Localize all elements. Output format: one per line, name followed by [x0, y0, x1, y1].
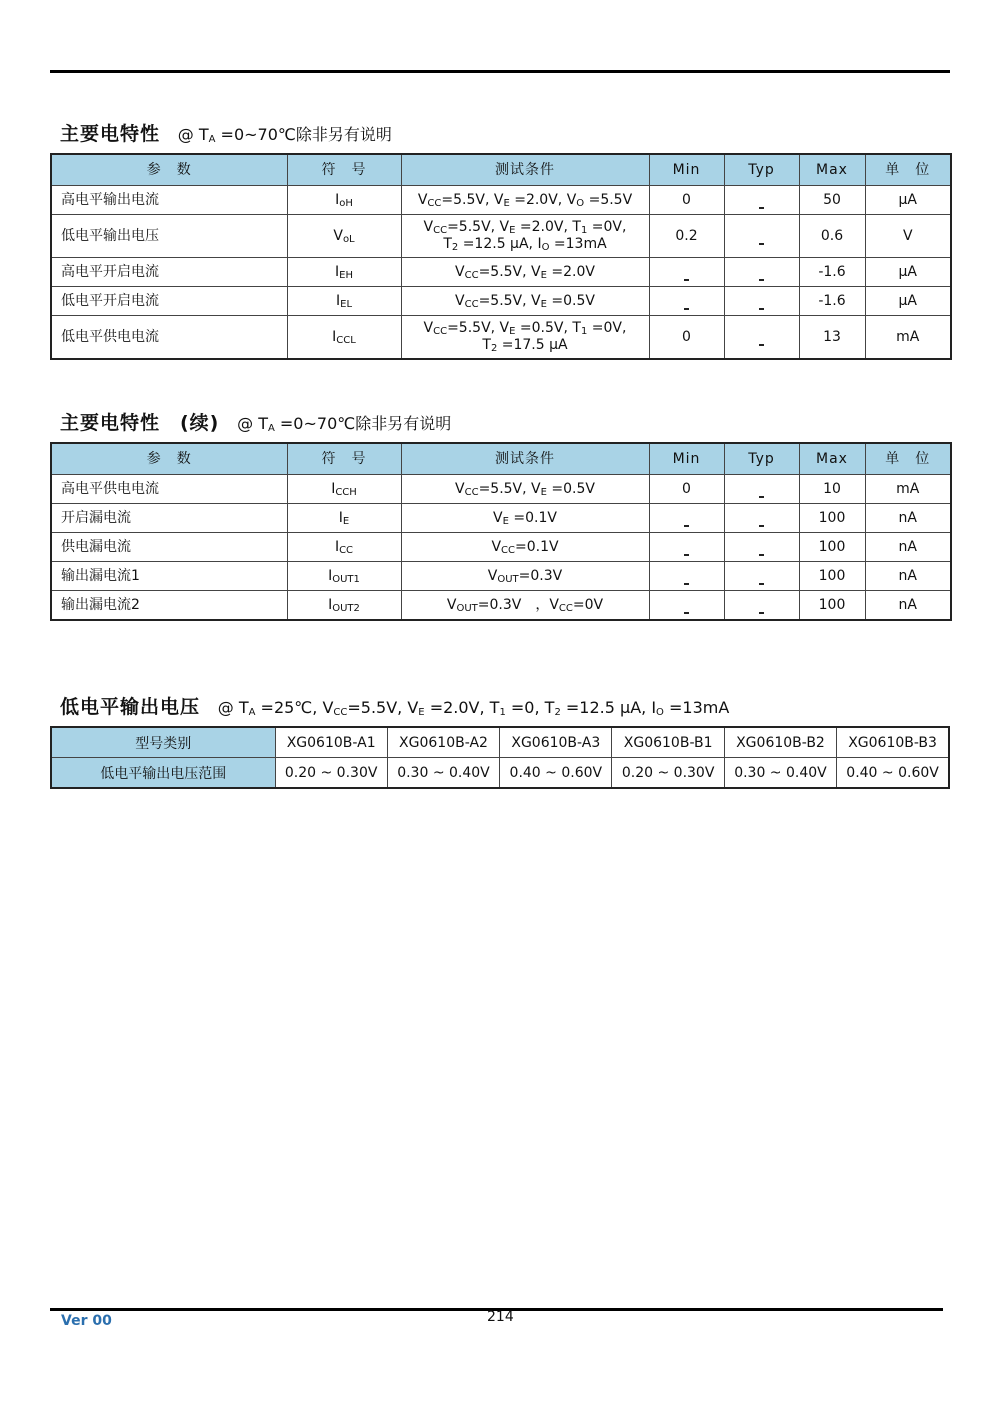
min-cell: [649, 287, 724, 316]
unit-cell: μA: [865, 287, 951, 316]
max-cell: -1.6: [799, 287, 865, 316]
table-row: [51, 504, 951, 533]
section-title-main-characteristics-cont: [60, 408, 451, 435]
unit-cell: V: [865, 215, 951, 258]
model-type-cell: XG0610B-B1: [612, 727, 724, 758]
model-type-cell: XG0610B-A2: [387, 727, 499, 758]
symbol-cell: $I_{CC}$: [287, 533, 401, 562]
unit-cell: nA: [865, 591, 951, 621]
max-cell: 10: [799, 475, 865, 504]
model-range-label: 低电平输出电压范围: [51, 758, 275, 789]
unit-cell: mA: [865, 475, 951, 504]
section-title-main-characteristics: [60, 119, 392, 146]
header-condition: 测试条件: [401, 154, 649, 186]
max-cell: 13: [799, 316, 865, 360]
max-cell: -1.6: [799, 258, 865, 287]
param-cell: 高电平供电电流: [51, 475, 287, 504]
header-unit: 单 位: [865, 443, 951, 475]
unit-cell: nA: [865, 562, 951, 591]
model-range-cell: 0.30 ~ 0.40V: [387, 758, 499, 789]
header-param: 参 数: [51, 154, 287, 186]
param-cell: 供电漏电流: [51, 533, 287, 562]
model-type-label: 型号类别: [51, 727, 275, 758]
unit-cell: nA: [865, 504, 951, 533]
param-cell: 高电平开启电流: [51, 258, 287, 287]
param-cell: 低电平供电电流: [51, 316, 287, 360]
symbol-cell: $I_{CCH}$: [287, 475, 401, 504]
symbol-cell: $I_{OUT1}$: [287, 562, 401, 591]
table-row: [51, 186, 951, 215]
max-cell: 100: [799, 591, 865, 621]
typ-cell: [724, 504, 799, 533]
model-type-row: [51, 727, 949, 758]
unit-cell: mA: [865, 316, 951, 360]
dash-mark: [684, 525, 689, 527]
header-max: Max: [799, 154, 865, 186]
model-range-cell: 0.40 ~ 0.60V: [500, 758, 612, 789]
condition-cell: $V_{CC}=5.5V$, $V_E =2.0V$, $T_1 =0V$, $T_2 =12.5$ μA, $I_O =13mA$: [401, 215, 649, 258]
min-cell: [649, 504, 724, 533]
dash-mark: [759, 279, 764, 281]
table-row: [51, 591, 951, 621]
max-cell: 0.6: [799, 215, 865, 258]
header-symbol: 符 号: [287, 154, 401, 186]
model-type-cell: XG0610B-A3: [500, 727, 612, 758]
dash-mark: [759, 583, 764, 585]
table-header-row: [51, 154, 951, 186]
min-cell: [649, 533, 724, 562]
model-type-cell: XG0610B-A1: [275, 727, 387, 758]
section-title-low-level-output: [60, 692, 729, 719]
section-title-text: 主要电特性: [60, 123, 161, 145]
top-rule: [50, 70, 950, 73]
header-min: Min: [649, 443, 724, 475]
table-row: [51, 258, 951, 287]
table-row: [51, 475, 951, 504]
typ-cell: [724, 186, 799, 215]
condition-cell: $V_{OUT}=0.3V$ ，$V_{CC}=0V$: [401, 591, 649, 621]
model-type-cell: XG0610B-B3: [837, 727, 949, 758]
symbol-cell: $I_{EH}$: [287, 258, 401, 287]
header-typ: Typ: [724, 154, 799, 186]
max-cell: 50: [799, 186, 865, 215]
dash-mark: [759, 554, 764, 556]
param-cell: 低电平输出电压: [51, 215, 287, 258]
model-range-cell: 0.40 ~ 0.60V: [837, 758, 949, 789]
unit-cell: μA: [865, 186, 951, 215]
model-table: [50, 726, 950, 789]
typ-cell: [724, 591, 799, 621]
symbol-cell: $V_{oL}$: [287, 215, 401, 258]
typ-cell: [724, 562, 799, 591]
dash-mark: [759, 525, 764, 527]
unit-cell: nA: [865, 533, 951, 562]
condition-cell: $V_{CC}=0.1V$: [401, 533, 649, 562]
min-cell: [649, 562, 724, 591]
max-cell: 100: [799, 504, 865, 533]
symbol-cell: $I_{EL}$: [287, 287, 401, 316]
table-row: [51, 533, 951, 562]
model-range-row: [51, 758, 949, 789]
dash-mark: [684, 279, 689, 281]
dash-mark: [684, 583, 689, 585]
table-row: [51, 215, 951, 258]
symbol-cell: $I_E$: [287, 504, 401, 533]
max-cell: 100: [799, 533, 865, 562]
condition-cell: $V_{OUT}=0.3V$: [401, 562, 649, 591]
condition-cell: $V_{CC}=5.5V$, $V_E =0.5V$: [401, 287, 649, 316]
param-cell: 低电平开启电流: [51, 287, 287, 316]
dash-mark: [759, 308, 764, 310]
condition-cell: $V_E =0.1V$: [401, 504, 649, 533]
condition-cell: $V_{CC}=5.5V$, $V_E =0.5V$: [401, 475, 649, 504]
model-range-cell: 0.30 ~ 0.40V: [724, 758, 836, 789]
spec-table-1: [50, 153, 952, 360]
version-label: Ver 00: [61, 1313, 112, 1329]
dash-mark: [684, 308, 689, 310]
dash-mark: [759, 612, 764, 614]
header-symbol: 符 号: [287, 443, 401, 475]
page-number: 214: [487, 1309, 514, 1325]
param-cell: 输出漏电流2: [51, 591, 287, 621]
typ-cell: [724, 475, 799, 504]
table-header-row: [51, 443, 951, 475]
typ-cell: [724, 316, 799, 360]
unit-cell: μA: [865, 258, 951, 287]
symbol-cell: $I_{OUT2}$: [287, 591, 401, 621]
table-row: [51, 316, 951, 360]
header-typ: Typ: [724, 443, 799, 475]
header-unit: 单 位: [865, 154, 951, 186]
table-row: [51, 287, 951, 316]
model-type-cell: XG0610B-B2: [724, 727, 836, 758]
min-cell: [649, 591, 724, 621]
condition-cell: $V_{CC}=5.5V$, $V_E =2.0V$, $V_O =5.5V$: [401, 186, 649, 215]
dash-mark: [684, 612, 689, 614]
dash-mark: [759, 496, 764, 498]
section-condition: @ $T_A$ =0~70℃除非另有说明: [177, 125, 392, 145]
header-condition: 测试条件: [401, 443, 649, 475]
header-param: 参 数: [51, 443, 287, 475]
header-max: Max: [799, 443, 865, 475]
dash-mark: [684, 554, 689, 556]
table-row: [51, 562, 951, 591]
min-cell: [649, 258, 724, 287]
model-range-cell: 0.20 ~ 0.30V: [275, 758, 387, 789]
section-title-text: 主要电特性 (续): [60, 412, 220, 434]
typ-cell: [724, 533, 799, 562]
section-condition: @ $T_A$ =25℃, $V_{CC}=5.5V$, $V_E =2.0V$, $T_1 =0$, $T_2 =12.5$ μA, $I_O =13mA$: [217, 698, 730, 718]
typ-cell: [724, 258, 799, 287]
condition-cell: $V_{CC}=5.5V$, $V_E =0.5V$, $T_1 =0V$, $T_2 =17.5$ μA: [401, 316, 649, 360]
symbol-cell: $I_{oH}$: [287, 186, 401, 215]
min-cell: 0.2: [649, 215, 724, 258]
section-title-text: 低电平输出电压: [60, 696, 201, 718]
dash-mark: [759, 243, 764, 245]
symbol-cell: $I_{CCL}$: [287, 316, 401, 360]
param-cell: 开启漏电流: [51, 504, 287, 533]
typ-cell: [724, 287, 799, 316]
spec-table-2: [50, 442, 952, 621]
model-range-cell: 0.20 ~ 0.30V: [612, 758, 724, 789]
max-cell: 100: [799, 562, 865, 591]
typ-cell: [724, 215, 799, 258]
min-cell: 0: [649, 316, 724, 360]
dash-mark: [759, 344, 764, 346]
param-cell: 高电平输出电流: [51, 186, 287, 215]
min-cell: 0: [649, 475, 724, 504]
header-min: Min: [649, 154, 724, 186]
condition-cell: $V_{CC}=5.5V$, $V_E =2.0V$: [401, 258, 649, 287]
section-condition: @ $T_A$ =0~70℃除非另有说明: [237, 414, 452, 434]
min-cell: 0: [649, 186, 724, 215]
dash-mark: [759, 207, 764, 209]
param-cell: 输出漏电流1: [51, 562, 287, 591]
